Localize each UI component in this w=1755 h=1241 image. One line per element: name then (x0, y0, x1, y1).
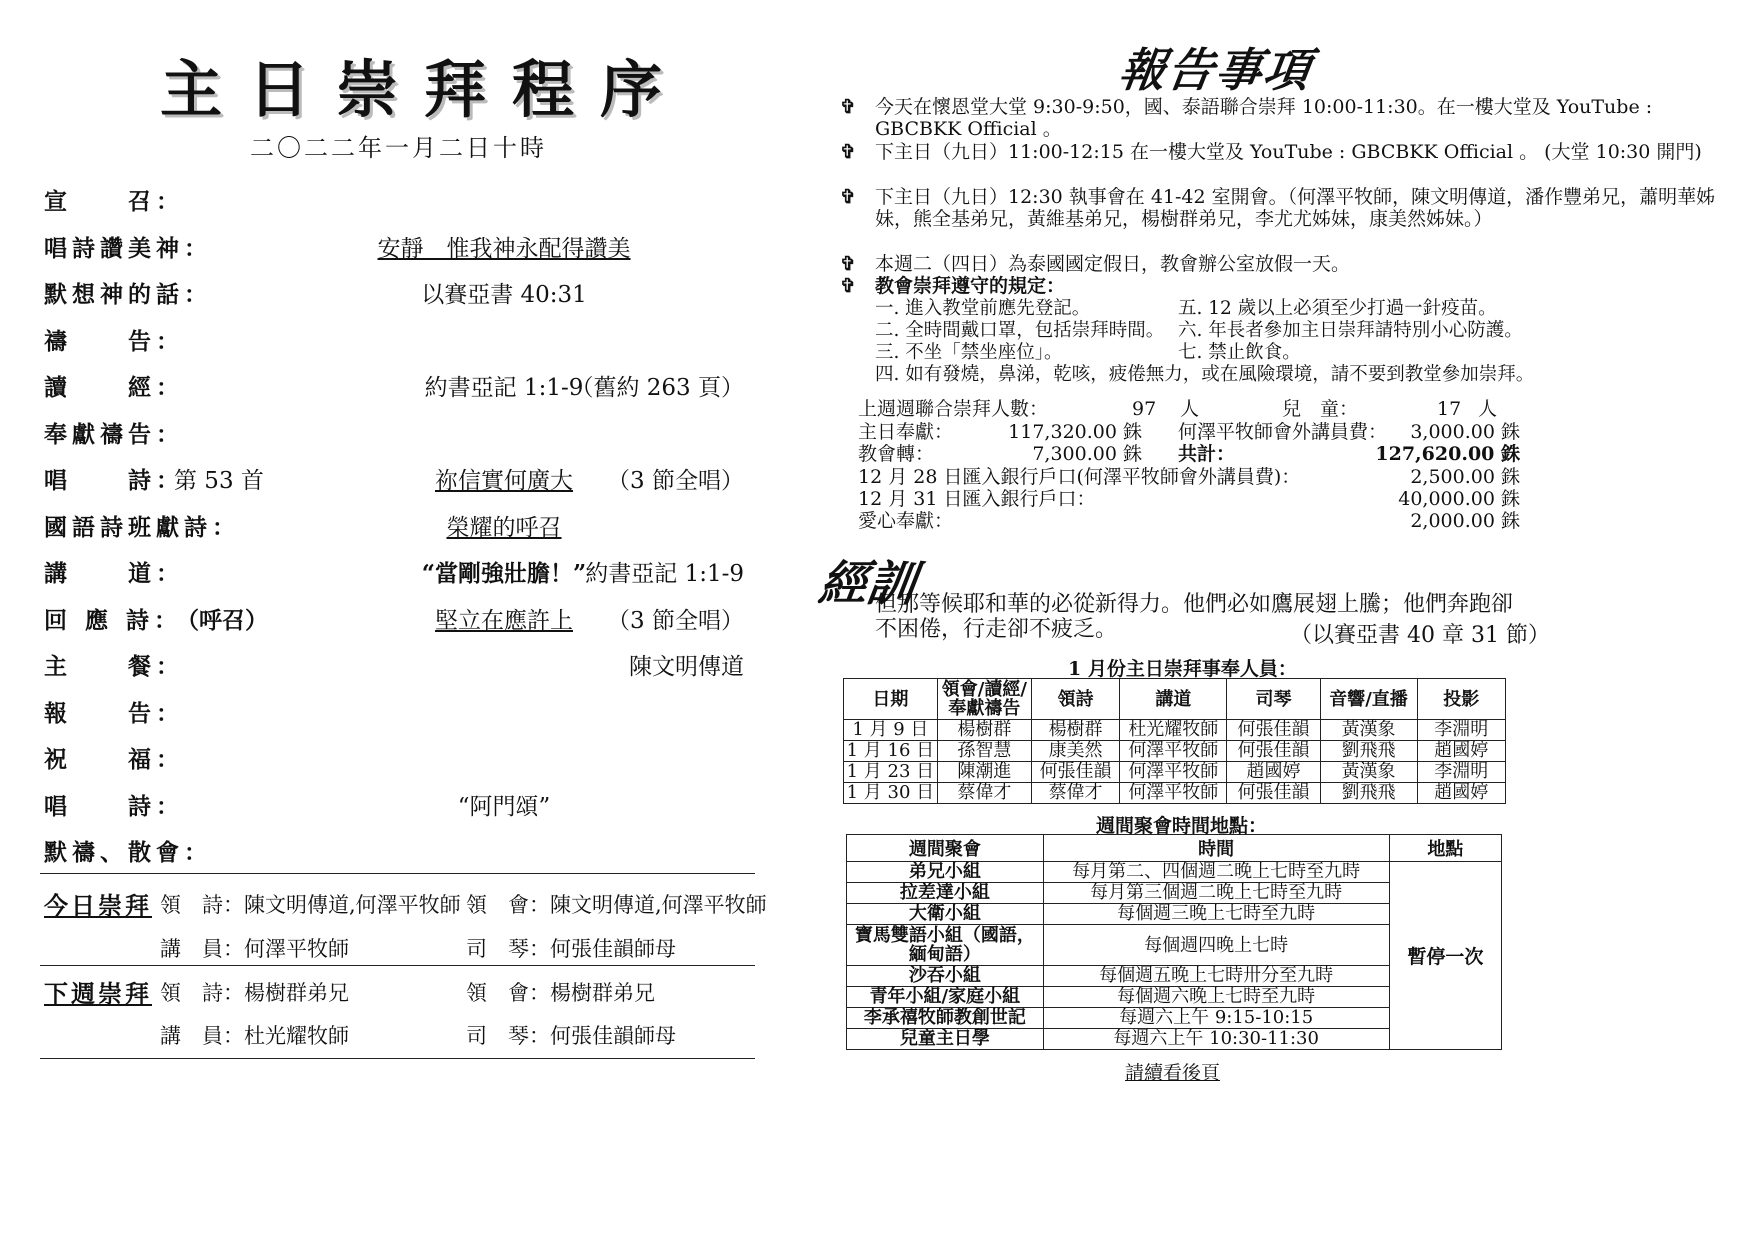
today-host: 領 會：陳文明傳道,何澤平牧師 (466, 893, 767, 917)
service-date: 二〇二二年一月二日十時 (250, 134, 547, 162)
total-value: 127,620.00 銖 (1375, 443, 1520, 465)
order-item (44, 695, 744, 735)
roster-cell: 劉飛飛 (1320, 783, 1417, 804)
roster-cell: 孫智慧 (937, 741, 1031, 762)
bank-deposit-1-label: 12 月 28 日匯入銀行戶口(何澤平牧師會外講員費)： (858, 466, 1301, 488)
order-item-content: 以賽亞書 40:31 (421, 282, 587, 308)
announcements-title: 報告事項 (1115, 43, 1316, 97)
order-item-label: 回 應 詩： (44, 606, 183, 634)
divider (40, 1058, 755, 1059)
roster-header-cell: 領會/讀經/奉獻禱告 (937, 679, 1031, 720)
children-value: 17 (1437, 398, 1462, 420)
order-item-label: 唱 詩： (44, 792, 184, 820)
roster-header-cell: 講道 (1120, 679, 1227, 720)
verse-text: 但那等候耶和華的必從新得力。他們必如鷹展翅上騰；他們奔跑卻不困倦，行走卻不疲乏。 (875, 592, 1514, 642)
meeting-header-cell: 時間 (1043, 835, 1389, 862)
order-item (44, 183, 744, 223)
order-item (44, 323, 744, 363)
order-item-content: 約書亞記 1:1-9 (424, 375, 584, 401)
page-title: 主日崇拜程序 (160, 53, 689, 126)
transfer-value: 7,300.00 銖 (1032, 443, 1142, 465)
roster-row (844, 783, 1506, 804)
roster-header-cell: 日期 (844, 679, 938, 720)
order-item-label: 宣 召： (44, 188, 184, 215)
roster-header-cell: 領詩 (1031, 679, 1119, 720)
children-label: 兒 童： (1282, 398, 1359, 420)
roster-cell: 1 月 30 日 (844, 783, 938, 804)
roster-cell: 楊樹群 (1031, 720, 1119, 741)
bank-deposit-2-label: 12 月 31 日匯入銀行戶口： (858, 488, 1096, 510)
cross-icon: ✞ (840, 275, 856, 297)
today-song-leader: 領 詩：陳文明傳道,何澤平牧師 (160, 893, 461, 917)
divider (40, 965, 755, 966)
roster-cell: 1 月 9 日 (844, 720, 938, 741)
order-item-note: （3 節全唱） (607, 468, 744, 494)
order-item-detail: （呼召） (176, 606, 268, 634)
cross-icon: ✞ (840, 186, 856, 208)
roster-cell: 何澤平牧師 (1120, 762, 1227, 783)
roster-cell: 楊樹群 (937, 720, 1031, 741)
order-item-content: 榮耀的呼召 (446, 514, 562, 541)
continue-note: 請續看後頁 (1125, 1062, 1221, 1084)
meeting-name: 大衛小組 (847, 904, 1044, 925)
roster-cell: 何張佳韻 (1227, 720, 1320, 741)
order-item (44, 509, 744, 549)
meeting-header-row (847, 835, 1502, 862)
meeting-time: 每月第二、四個週二晚上七時至九時 (1043, 862, 1389, 883)
order-item (44, 834, 744, 874)
announcement-text: 本週二（四日）為泰國國定假日，教會辦公室放假一天。 (875, 253, 1351, 275)
order-item-label: 讀 經： (44, 374, 184, 401)
roster-row (844, 720, 1506, 741)
order-item-content: “當剛強壯膽！” (421, 560, 587, 587)
today-speaker: 講 員：何澤平牧師 (160, 937, 349, 961)
announcement-item (840, 141, 1740, 185)
order-item-content: 堅立在應許上 (435, 607, 573, 634)
next-duty-heading: 下週崇拜 (44, 979, 152, 1008)
rule-item: 二. 全時間戴口罩，包括崇拜時間。 (875, 320, 1165, 341)
rule-item: 七. 禁止飲食。 (1178, 342, 1301, 363)
meeting-header-cell: 週間聚會 (847, 835, 1044, 862)
order-item-detail: 第 53 首 (174, 468, 264, 494)
order-item (44, 555, 744, 595)
order-item-label: 奉獻禱告： (44, 420, 184, 448)
roster-header-cell: 音響/直播 (1320, 679, 1417, 720)
roster-cell: 何澤平牧師 (1120, 741, 1227, 762)
roster-cell: 黃漢象 (1320, 720, 1417, 741)
transfer-label: 教會轉： (858, 443, 935, 465)
cross-icon: ✞ (840, 96, 856, 118)
roster-cell: 趙國婷 (1417, 783, 1505, 804)
order-item-label: 唱 詩： (44, 467, 184, 494)
love-offering-label: 愛心奉獻： (858, 510, 954, 532)
next-host: 領 會：楊樹群弟兄 (466, 981, 655, 1005)
order-item (44, 369, 744, 409)
meeting-time: 每週六上午 10:30-11:30 (1043, 1029, 1389, 1050)
today-duty-heading: 今日崇拜 (44, 891, 152, 920)
announcement-item (840, 275, 1740, 297)
order-item (44, 602, 744, 642)
order-item-note: 約書亞記 1:1-9 (585, 561, 744, 587)
announcement-item (840, 186, 1740, 252)
rule-item: 五. 12 歲以上必須至少打過一針疫苗。 (1178, 298, 1497, 319)
order-item (44, 416, 744, 456)
attendance-unit: 人 (1180, 398, 1200, 420)
roster-cell: 蔡偉才 (937, 783, 1031, 804)
roster-cell: 劉飛飛 (1320, 741, 1417, 762)
next-pianist: 司 琴：何張佳韻師母 (466, 1024, 676, 1048)
rules-heading: 教會崇拜遵守的規定： (875, 275, 1066, 297)
meeting-name: 李承禧牧師教創世記 (847, 1008, 1044, 1029)
verse-reference: （以賽亞書 40 章 31 節） (1290, 623, 1550, 648)
meeting-name: 寶馬雙語小組（國語，緬甸語） (847, 925, 1044, 966)
roster-title: 1 月份主日崇拜事奉人員： (1068, 658, 1297, 680)
divider (40, 873, 755, 874)
roster-cell: 蔡偉才 (1031, 783, 1119, 804)
roster-cell: 李淵明 (1417, 762, 1505, 783)
offering-value: 117,320.00 銖 (1008, 421, 1142, 443)
announcement-item (840, 253, 1740, 275)
order-item-content: 祢信實何廣大 (435, 468, 573, 494)
meeting-name: 沙吞小組 (847, 966, 1044, 987)
total-label: 共計： (1178, 443, 1236, 465)
roster-cell: 康美然 (1031, 741, 1119, 762)
today-pianist: 司 琴：何張佳韻師母 (466, 937, 676, 961)
rule-item: 六. 年長者參加主日崇拜請特別小心防護。 (1178, 320, 1523, 341)
meeting-time: 每月第三個週二晚上七時至九時 (1043, 883, 1389, 904)
roster-cell: 黃漢象 (1320, 762, 1417, 783)
order-item (44, 230, 744, 270)
roster-header-row (844, 679, 1506, 720)
order-item (44, 462, 744, 502)
order-item-note: （3 節全唱） (607, 607, 744, 634)
roster-cell: 陳潮進 (937, 762, 1031, 783)
roster-cell: 趙國婷 (1417, 741, 1505, 762)
announcement-text: 下主日（九日）11:00-12:15 在一樓大堂及 YouTube : GBCBKK Official 。 (大堂 10:30 開門) (875, 141, 1702, 163)
roster-cell: 何張佳韻 (1227, 783, 1320, 804)
roster-cell: 趙國婷 (1227, 762, 1320, 783)
order-item-content: “阿門頌” (457, 793, 551, 820)
order-item-label: 國語詩班獻詩： (44, 513, 240, 541)
next-song-leader: 領 詩：楊樹群弟兄 (160, 981, 349, 1005)
roster-cell: 何張佳韻 (1031, 762, 1119, 783)
meeting-time: 每個週六晚上七時至九時 (1043, 987, 1389, 1008)
meeting-name: 拉差達小組 (847, 883, 1044, 904)
meeting-title: 週間聚會時間地點： (1096, 815, 1268, 837)
order-item (44, 788, 744, 828)
order-item-label: 默想神的話： (44, 281, 212, 308)
meeting-name: 兒童主日學 (847, 1029, 1044, 1050)
meeting-row (847, 862, 1502, 883)
roster-table (843, 678, 1506, 804)
cross-icon: ✞ (840, 141, 856, 163)
children-unit: 人 (1478, 398, 1498, 420)
attendance-label: 上週週聯合崇拜人數： (858, 398, 1049, 420)
order-item-label: 默禱、散會： (44, 839, 212, 866)
order-item (44, 648, 744, 688)
verse-title: 經訓 (815, 556, 920, 612)
bank-deposit-2-value: 40,000.00 銖 (1398, 488, 1520, 510)
roster-header-cell: 投影 (1417, 679, 1505, 720)
meeting-name: 青年小組/家庭小組 (847, 987, 1044, 1008)
order-item-label: 報 告： (44, 699, 184, 727)
announcement-text: 今天在懷恩堂大堂 9:30-9:50，國、泰語聯合崇拜 10:00-11:30。在一樓大堂及 YouTube : GBCBKK Official 。 (875, 96, 1653, 140)
roster-header-cell: 司琴 (1227, 679, 1320, 720)
roster-cell: 李淵明 (1417, 720, 1505, 741)
rule-item: 一. 進入教堂前應先登記。 (875, 298, 1091, 319)
rule-item: 四. 如有發燒，鼻涕，乾咳，疲倦無力，或在風險環境，請不要到教堂參加崇拜。 (875, 364, 1535, 385)
order-item (44, 741, 744, 781)
meeting-time: 每個週三晚上七時至九時 (1043, 904, 1389, 925)
roster-cell: 何澤平牧師 (1120, 783, 1227, 804)
cross-icon: ✞ (840, 253, 856, 275)
order-item-label: 主 餐： (44, 653, 184, 680)
roster-row (844, 741, 1506, 762)
announcement-text: 下主日（九日）12:30 執事會在 41-42 室開會。（何澤平牧師，陳文明傳道，潘作豐弟兄，蕭明華姊妹，熊全基弟兄，黃維基弟兄，楊樹群弟兄，李尤尤姊妹，康美然姊妹。） (875, 186, 1716, 230)
roster-cell: 杜光耀牧師 (1120, 720, 1227, 741)
order-item-content: 安靜 惟我神永配得讚美 (377, 235, 631, 262)
order-item (44, 276, 744, 316)
order-item-label: 講 道： (44, 560, 184, 587)
order-item-label: 唱詩讚美神： (44, 234, 212, 262)
meeting-table (846, 834, 1502, 1050)
meeting-time: 每個週四晚上七時 (1043, 925, 1389, 966)
announcement-item (840, 96, 1740, 140)
order-item-label: 祝 福： (44, 746, 184, 773)
meeting-time: 每週六上午 9:15-10:15 (1043, 1008, 1389, 1029)
roster-cell: 1 月 23 日 (844, 762, 938, 783)
order-item-note: （舊約 263 頁） (570, 375, 744, 401)
meeting-place: 暫停一次 (1389, 862, 1501, 1050)
rule-item: 三. 不坐「禁坐座位」。 (875, 342, 1063, 363)
love-offering-value: 2,000.00 銖 (1410, 510, 1520, 532)
roster-cell: 何張佳韻 (1227, 741, 1320, 762)
speaker-fee-value: 3,000.00 銖 (1410, 421, 1520, 443)
meeting-time: 每個週五晚上七時卅分至九時 (1043, 966, 1389, 987)
next-speaker: 講 員：杜光耀牧師 (160, 1024, 349, 1048)
roster-row (844, 762, 1506, 783)
bank-deposit-1-value: 2,500.00 銖 (1410, 466, 1520, 488)
meeting-name: 弟兄小組 (847, 862, 1044, 883)
meeting-header-cell: 地點 (1389, 835, 1501, 862)
roster-cell: 1 月 16 日 (844, 741, 938, 762)
speaker-fee-label: 何澤平牧師會外講員費： (1178, 421, 1388, 443)
order-item-label: 禱 告： (44, 327, 184, 355)
offering-label: 主日奉獻： (858, 421, 954, 443)
order-item-note: 陳文明傳道 (629, 654, 744, 680)
attendance-value: 97 (1132, 398, 1157, 420)
